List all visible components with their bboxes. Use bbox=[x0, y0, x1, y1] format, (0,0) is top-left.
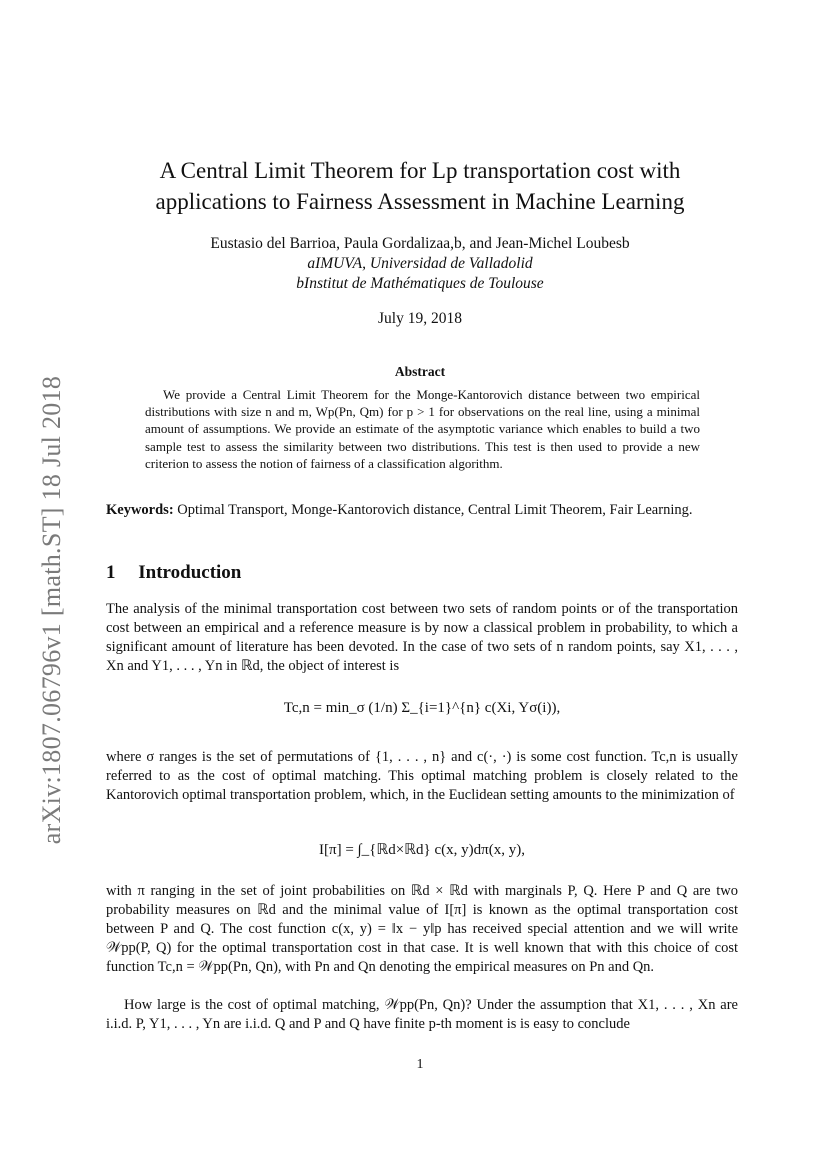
paragraph-2: where σ ranges is the set of permutations of {1, . . . , n} and c(·, ·) is some cost function. Tc,n is usually referred to as the cost of optimal matching. This optimal matching problem is closely related to the Kantorovich optimal transportation problem, which, in the Euclidean setting amounts to the minimization of bbox=[106, 749, 738, 803]
keywords-label: Keywords: bbox=[106, 502, 174, 518]
title-line-2: applications to Fairness Assessment in Machine Learning bbox=[155, 189, 685, 214]
section-title: Introduction bbox=[138, 562, 242, 583]
author-list: Eustasio del Barrioa, Paula Gordalizaa,b, and Jean-Michel Loubesb bbox=[210, 235, 630, 252]
paragraph-4: How large is the cost of optimal matching, 𝒲pp(Pn, Qn)? Under the assumption that X1, . . . , Xn are i.i.d. P, Y1, . . . , Yn are i.i.d. Q and P and Q have finite p-th moment is is easy to conclude bbox=[106, 997, 738, 1032]
section-number: 1 bbox=[106, 562, 116, 583]
page-number: 1 bbox=[416, 1057, 424, 1072]
arxiv-identifier-stamp: arXiv:1807.06796v1 [math.ST] 18 Jul 2018 bbox=[37, 375, 66, 845]
equation-kantorovich: I[π] = ∫_{ℝd×ℝd} c(x, y)dπ(x, y), bbox=[319, 842, 525, 858]
section-heading bbox=[106, 562, 241, 584]
equation-optimal-matching: Tc,n = min_σ (1/n) Σ_{i=1}^{n} c(Xi, Yσ(i)), bbox=[283, 700, 561, 716]
paper-title bbox=[100, 155, 740, 217]
keywords-text: Optimal Transport, Monge-Kantorovich distance, Central Limit Theorem, Fair Learning. bbox=[177, 502, 693, 518]
abstract-text: We provide a Central Limit Theorem for the Monge-Kantorovich distance between two empirical distributions with size n and m, Wp(Pn, Qm) for p > 1 for observations on the real line, using a minimal amount of assumptions. We provide an estimate of the asymptotic variance which enables to build a two sample test to assess the similarity between two distributions. This test is then used to provide a new criterion to assess the notion of fairness of a classification algorithm. bbox=[145, 387, 700, 471]
paragraph-3: with π ranging in the set of joint probabilities on ℝd × ℝd with marginals P, Q. Here P and Q are two probability measures on ℝd and the minimal value of I[π] is known as the optimal transportation cost between P and Q. The cost function c(x, y) = ‖x − y‖p has received special attention and we will write 𝒲pp(P, Q) for the optimal transportation cost in that case. It is well known that with this choice of cost function Tc,n = 𝒲pp(Pn, Qn), with Pn and Qn denoting the empirical measures on Pn and Qn. bbox=[106, 883, 738, 975]
author-block bbox=[100, 234, 740, 294]
abstract-heading: Abstract bbox=[394, 364, 446, 379]
paragraph-1: The analysis of the minimal transportation cost between two sets of random points or of the transportation cost between an empirical and a reference measure is by now a classical problem in probability, to which a significant amount of literature has been devoted. In the case of two sets of n random points, say X1, . . . , Xn and Y1, . . . , Yn in ℝd, the object of interest is bbox=[106, 601, 738, 674]
title-line-1: A Central Limit Theorem for Lp transportation cost with bbox=[159, 158, 681, 183]
publication-date: July 19, 2018 bbox=[378, 310, 462, 327]
affiliation-2: bInstitut de Mathématiques de Toulouse bbox=[296, 275, 544, 292]
affiliation-1: aIMUVA, Universidad de Valladolid bbox=[307, 255, 533, 272]
keywords-block bbox=[106, 500, 738, 520]
